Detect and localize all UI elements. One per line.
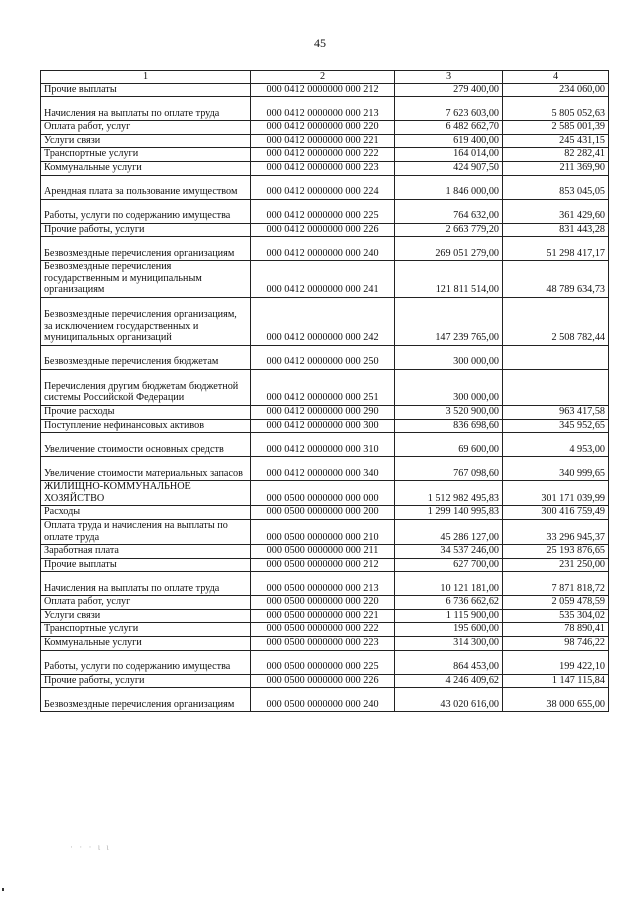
row-actual-cell: 345 952,65 <box>503 419 609 433</box>
row-code-cell: 000 0412 0000000 000 225 <box>251 199 395 223</box>
row-code-cell: 000 0412 0000000 000 226 <box>251 223 395 237</box>
table-row <box>41 261 609 298</box>
budget-table <box>40 70 609 712</box>
row-actual-cell: 2 508 782,44 <box>503 297 609 345</box>
row-code-cell: 000 0500 0000000 000 225 <box>251 650 395 674</box>
row-actual-cell: 98 746,22 <box>503 637 609 651</box>
row-code-cell: 000 0500 0000000 000 222 <box>251 623 395 637</box>
row-code-cell: 000 0412 0000000 000 222 <box>251 148 395 162</box>
table-row <box>41 572 609 596</box>
row-plan-cell: 314 300,00 <box>395 637 503 651</box>
row-actual-cell: 211 369,90 <box>503 161 609 175</box>
row-name-cell: Безвозмездные перечисления организациям <box>41 237 251 261</box>
row-actual-cell: 38 000 655,00 <box>503 688 609 712</box>
table-row <box>41 558 609 572</box>
column-header-1: 1 <box>41 71 251 84</box>
table-row <box>41 97 609 121</box>
row-code-cell: 000 0412 0000000 000 224 <box>251 175 395 199</box>
row-actual-cell: 831 443,28 <box>503 223 609 237</box>
row-actual-cell: 51 298 417,17 <box>503 237 609 261</box>
row-plan-cell: 2 663 779,20 <box>395 223 503 237</box>
row-plan-cell: 1 512 982 495,83 <box>395 481 503 506</box>
row-name-cell: Прочие выплаты <box>41 83 251 97</box>
row-plan-cell: 864 453,00 <box>395 650 503 674</box>
table-row <box>41 688 609 712</box>
row-name-cell: Транспортные услуги <box>41 623 251 637</box>
row-name-cell: Безвозмездные перечисления бюджетам <box>41 345 251 369</box>
scan-mark: · · · ι ι <box>70 842 111 852</box>
row-code-cell: 000 0500 0000000 000 220 <box>251 596 395 610</box>
row-name-cell: Транспортные услуги <box>41 148 251 162</box>
row-plan-cell: 627 700,00 <box>395 558 503 572</box>
row-actual-cell: 963 417,58 <box>503 405 609 419</box>
row-name-cell: Услуги связи <box>41 609 251 623</box>
row-code-cell: 000 0412 0000000 000 310 <box>251 433 395 457</box>
row-plan-cell: 10 121 181,00 <box>395 572 503 596</box>
table-row <box>41 223 609 237</box>
row-name-cell: Прочие выплаты <box>41 558 251 572</box>
column-header-2: 2 <box>251 71 395 84</box>
row-plan-cell: 147 239 765,00 <box>395 297 503 345</box>
row-plan-cell: 1 299 140 995,83 <box>395 506 503 520</box>
row-plan-cell: 619 400,00 <box>395 134 503 148</box>
row-code-cell: 000 0412 0000000 000 213 <box>251 97 395 121</box>
row-actual-cell: 340 999,65 <box>503 457 609 481</box>
row-plan-cell: 6 736 662,62 <box>395 596 503 610</box>
table-row <box>41 519 609 544</box>
table-row <box>41 175 609 199</box>
row-actual-cell: 300 416 759,49 <box>503 506 609 520</box>
row-code-cell: 000 0500 0000000 000 226 <box>251 674 395 688</box>
row-actual-cell: 234 060,00 <box>503 83 609 97</box>
table-header-row <box>41 71 609 84</box>
table-row <box>41 637 609 651</box>
row-name-cell: Коммунальные услуги <box>41 637 251 651</box>
row-actual-cell: 33 296 945,37 <box>503 519 609 544</box>
row-name-cell: Оплата работ, услуг <box>41 121 251 135</box>
row-code-cell: 000 0412 0000000 000 242 <box>251 297 395 345</box>
row-code-cell: 000 0412 0000000 000 300 <box>251 419 395 433</box>
row-actual-cell: 199 422,10 <box>503 650 609 674</box>
row-code-cell: 000 0500 0000000 000 212 <box>251 558 395 572</box>
table-row <box>41 650 609 674</box>
column-header-3: 3 <box>395 71 503 84</box>
row-code-cell: 000 0500 0000000 000 200 <box>251 506 395 520</box>
row-code-cell: 000 0500 0000000 000 213 <box>251 572 395 596</box>
table-row <box>41 674 609 688</box>
row-code-cell: 000 0412 0000000 000 240 <box>251 237 395 261</box>
row-code-cell: 000 0412 0000000 000 212 <box>251 83 395 97</box>
row-actual-cell: 853 045,05 <box>503 175 609 199</box>
table-row <box>41 596 609 610</box>
row-name-cell: Увеличение стоимости материальных запасов <box>41 457 251 481</box>
row-plan-cell: 195 600,00 <box>395 623 503 637</box>
row-code-cell: 000 0412 0000000 000 290 <box>251 405 395 419</box>
row-plan-cell: 269 051 279,00 <box>395 237 503 261</box>
column-header-4: 4 <box>503 71 609 84</box>
row-plan-cell: 69 600,00 <box>395 433 503 457</box>
row-name-cell: Оплата труда и начисления на выплаты по оплате труда <box>41 519 251 544</box>
row-name-cell: Прочие работы, услуги <box>41 674 251 688</box>
row-name-cell: Безвозмездные перечисления организациям, за исключением государственных и муниципальных организаций <box>41 297 251 345</box>
row-actual-cell: 82 282,41 <box>503 148 609 162</box>
row-name-cell: Коммунальные услуги <box>41 161 251 175</box>
row-plan-cell: 6 482 662,70 <box>395 121 503 135</box>
row-name-cell: Заработная плата <box>41 545 251 559</box>
table-row <box>41 457 609 481</box>
row-name-cell: Работы, услуги по содержанию имущества <box>41 650 251 674</box>
row-actual-cell: 535 304,02 <box>503 609 609 623</box>
row-plan-cell: 7 623 603,00 <box>395 97 503 121</box>
table-row <box>41 237 609 261</box>
row-code-cell: 000 0500 0000000 000 223 <box>251 637 395 651</box>
row-plan-cell: 45 286 127,00 <box>395 519 503 544</box>
row-name-cell: Оплата работ, услуг <box>41 596 251 610</box>
row-actual-cell: 2 059 478,59 <box>503 596 609 610</box>
table-row <box>41 148 609 162</box>
row-actual-cell: 25 193 876,65 <box>503 545 609 559</box>
row-code-cell: 000 0412 0000000 000 221 <box>251 134 395 148</box>
row-actual-cell: 48 789 634,73 <box>503 261 609 298</box>
table-row <box>41 419 609 433</box>
row-actual-cell: 301 171 039,99 <box>503 481 609 506</box>
table-row <box>41 609 609 623</box>
row-code-cell: 000 0500 0000000 000 211 <box>251 545 395 559</box>
row-name-cell: Услуги связи <box>41 134 251 148</box>
row-plan-cell: 3 520 900,00 <box>395 405 503 419</box>
row-plan-cell: 43 020 616,00 <box>395 688 503 712</box>
row-name-cell: Безвозмездные перечисления государственным и муниципальным организациям <box>41 261 251 298</box>
table-row <box>41 433 609 457</box>
row-code-cell: 000 0412 0000000 000 220 <box>251 121 395 135</box>
row-actual-cell: 7 871 818,72 <box>503 572 609 596</box>
row-plan-cell: 1 846 000,00 <box>395 175 503 199</box>
row-name-cell: Безвозмездные перечисления организациям <box>41 688 251 712</box>
page-number: 45 <box>314 36 326 50</box>
row-plan-cell: 121 811 514,00 <box>395 261 503 298</box>
row-actual-cell <box>503 345 609 369</box>
row-plan-cell: 424 907,50 <box>395 161 503 175</box>
row-actual-cell: 231 250,00 <box>503 558 609 572</box>
row-actual-cell: 361 429,60 <box>503 199 609 223</box>
row-plan-cell: 836 698,60 <box>395 419 503 433</box>
table-row <box>41 121 609 135</box>
row-actual-cell: 1 147 115,84 <box>503 674 609 688</box>
table-row <box>41 161 609 175</box>
row-name-cell: Расходы <box>41 506 251 520</box>
table-row <box>41 134 609 148</box>
row-plan-cell: 300 000,00 <box>395 345 503 369</box>
row-name-cell: Поступление нефинансовых активов <box>41 419 251 433</box>
row-name-cell: Начисления на выплаты по оплате труда <box>41 572 251 596</box>
table-row <box>41 199 609 223</box>
row-actual-cell: 78 890,41 <box>503 623 609 637</box>
scan-dot <box>2 888 4 891</box>
row-plan-cell: 1 115 900,00 <box>395 609 503 623</box>
row-plan-cell: 767 098,60 <box>395 457 503 481</box>
row-code-cell: 000 0500 0000000 000 000 <box>251 481 395 506</box>
row-code-cell: 000 0412 0000000 000 340 <box>251 457 395 481</box>
row-name-cell: ЖИЛИЩНО-КОММУНАЛЬНОЕ ХОЗЯЙСТВО <box>41 481 251 506</box>
row-plan-cell: 4 246 409,62 <box>395 674 503 688</box>
row-plan-cell: 279 400,00 <box>395 83 503 97</box>
table-row <box>41 369 609 405</box>
row-actual-cell: 2 585 001,39 <box>503 121 609 135</box>
row-name-cell: Арендная плата за пользование имуществом <box>41 175 251 199</box>
row-code-cell: 000 0412 0000000 000 223 <box>251 161 395 175</box>
table-row <box>41 297 609 345</box>
row-plan-cell: 164 014,00 <box>395 148 503 162</box>
row-plan-cell: 764 632,00 <box>395 199 503 223</box>
row-code-cell: 000 0412 0000000 000 250 <box>251 345 395 369</box>
table-row <box>41 506 609 520</box>
table-row <box>41 545 609 559</box>
table-row <box>41 345 609 369</box>
table-row <box>41 481 609 506</box>
row-plan-cell: 34 537 246,00 <box>395 545 503 559</box>
row-name-cell: Прочие расходы <box>41 405 251 419</box>
row-code-cell: 000 0500 0000000 000 221 <box>251 609 395 623</box>
row-plan-cell: 300 000,00 <box>395 369 503 405</box>
row-actual-cell: 245 431,15 <box>503 134 609 148</box>
row-name-cell: Работы, услуги по содержанию имущества <box>41 199 251 223</box>
row-code-cell: 000 0412 0000000 000 241 <box>251 261 395 298</box>
row-name-cell: Перечисления другим бюджетам бюджетной системы Российской Федерации <box>41 369 251 405</box>
row-actual-cell: 5 805 052,63 <box>503 97 609 121</box>
row-name-cell: Начисления на выплаты по оплате труда <box>41 97 251 121</box>
row-code-cell: 000 0500 0000000 000 240 <box>251 688 395 712</box>
row-name-cell: Увеличение стоимости основных средств <box>41 433 251 457</box>
row-actual-cell <box>503 369 609 405</box>
table-row <box>41 623 609 637</box>
table-row <box>41 405 609 419</box>
row-name-cell: Прочие работы, услуги <box>41 223 251 237</box>
row-code-cell: 000 0500 0000000 000 210 <box>251 519 395 544</box>
table-row <box>41 83 609 97</box>
row-actual-cell: 4 953,00 <box>503 433 609 457</box>
row-code-cell: 000 0412 0000000 000 251 <box>251 369 395 405</box>
